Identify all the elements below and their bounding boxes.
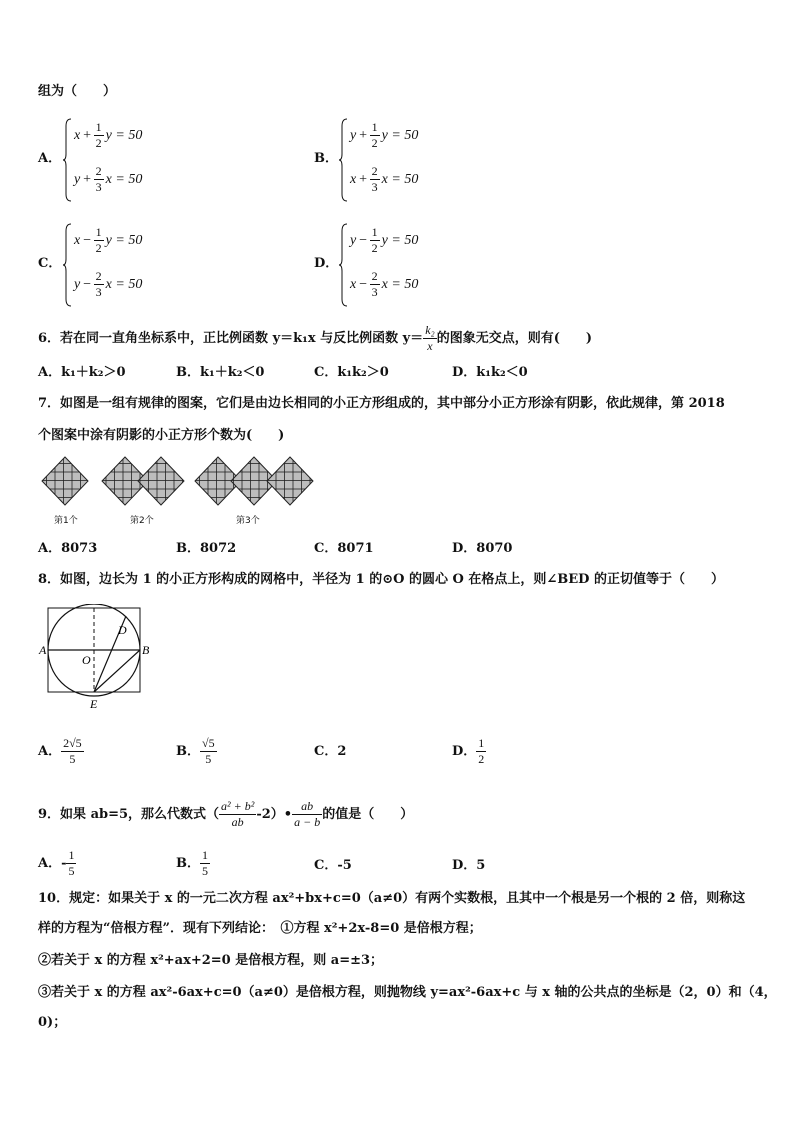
- q5-option-c-label: C．: [38, 256, 62, 271]
- q8-stem: 8．如图，边长为 1 的小正方形构成的网格中，半径为 1 的⊙O 的圆心 O 在格点上，则∠BED 的正切值等于（ ）: [38, 572, 724, 587]
- point-o-label: O: [82, 653, 91, 667]
- q5-d-eq2: x − $\frac{2}{3}$ x = 50: [350, 269, 419, 299]
- q6-option-c: C．k₁k₂＞0: [314, 365, 389, 380]
- q7-stem-line1: 7．如图是一组有规律的图案，它们是由边长相同的小正方形组成的，其中部分小正方形涂有阴影，依此规律，第 2018: [38, 396, 725, 411]
- point-d-label: D: [118, 623, 127, 637]
- q5-a-eq2: y + $\frac{2}{3}$ x = 50: [74, 164, 143, 194]
- left-brace-icon: [338, 118, 348, 202]
- point-e-label: E: [90, 697, 98, 711]
- q8-option-b: B． $\frac{√5}{5}$: [176, 736, 215, 766]
- q7-pattern-figure: [38, 455, 318, 535]
- q5-option-d-system: [338, 223, 458, 307]
- q7-option-a: A．8073: [38, 541, 98, 556]
- q9-option-b: B． $\frac{1}{5}$: [176, 848, 208, 878]
- q7-option-b: B．8072: [176, 541, 237, 556]
- point-b-label: B: [142, 643, 150, 657]
- q10-line4: ③若关于 x 的方程 ax²-6ax+c=0（a≠0）是倍根方程，则抛物线 y=ax²-6ax+c 与 x 轴的公共点的坐标是（2，0）和（4，: [38, 985, 777, 1000]
- q7-option-d: D．8070: [452, 541, 513, 556]
- q7-caption-2: 第2个: [130, 516, 154, 526]
- left-brace-icon: [62, 118, 72, 202]
- q8-circle-grid-figure: [38, 604, 156, 712]
- q5-b-eq2: x + $\frac{2}{3}$ x = 50: [350, 164, 419, 194]
- q6-stem: 6．若在同一直角坐标系中，正比例函数 y＝k₁x 与反比例函数 y＝ $\frac{\text{k₂}}{x}$ 的图象无交点，则有( ): [38, 323, 592, 353]
- q10-line5: 0)；: [38, 1015, 67, 1030]
- q7-stem-line2: 个图案中涂有阴影的小正方形个数为( ): [38, 428, 285, 443]
- q6-option-b: B．k₁＋k₂＜0: [176, 365, 265, 380]
- q7-caption-3: 第3个: [236, 516, 260, 526]
- q6-option-d: D．k₁k₂＜0: [452, 365, 528, 380]
- q9-option-d: D．5: [452, 858, 486, 873]
- pattern-2: [102, 457, 184, 505]
- q5-a-eq1: x + $\frac{1}{2}$ y = 50: [74, 120, 143, 150]
- q10-line3: ②若关于 x 的方程 x²+ax+2=0 是倍根方程，则 a=±3；: [38, 953, 384, 968]
- q8-option-d: D． $\frac{1}{2}$: [452, 736, 485, 766]
- q6-option-a: A．k₁＋k₂＞0: [38, 365, 126, 380]
- q5-option-d-label: D．: [314, 256, 339, 271]
- q10-line1: 10．规定：如果关于 x 的一元二次方程 ax²+bx+c=0（a≠0）有两个实数根，且其中一个根是另一个根的 2 倍，则称这: [38, 891, 746, 906]
- pattern-3: [195, 457, 313, 505]
- q9-option-c: C．-5: [314, 858, 352, 873]
- q9-stem: 9．如果 ab=5，那么代数式（ $\frac{\text{a² + b²}}{ab}$ -2）• $\frac{ab}{a - b}$ 的值是（ ）: [38, 799, 414, 829]
- q5-option-b-label: B．: [314, 151, 338, 166]
- left-brace-icon: [338, 223, 348, 307]
- q5-c-eq1: x − $\frac{1}{2}$ y = 50: [74, 225, 143, 255]
- intro-text: 组为（ ）: [38, 84, 117, 99]
- q8-option-a: A． $\frac{2√5}{5}$: [38, 736, 82, 766]
- pattern-1: [42, 457, 88, 505]
- q7-option-c: C．8071: [314, 541, 374, 556]
- point-a-label: A: [39, 643, 47, 657]
- q5-b-eq1: y + $\frac{1}{2}$ y = 50: [350, 120, 419, 150]
- q5-d-eq1: y − $\frac{1}{2}$ y = 50: [350, 225, 419, 255]
- q5-option-b-system: [338, 118, 458, 202]
- q5-option-a-system: [62, 118, 182, 202]
- q5-option-a-label: A．: [38, 151, 62, 166]
- q7-caption-1: 第1个: [54, 516, 78, 526]
- left-brace-icon: [62, 223, 72, 307]
- q10-line2: 样的方程为“倍根方程”．现有下列结论： ①方程 x²+2x-8=0 是倍根方程；: [38, 921, 482, 936]
- q5-c-eq2: y − $\frac{2}{3}$ x = 50: [74, 269, 143, 299]
- q8-option-c: C．2: [314, 744, 347, 759]
- q5-option-c-system: [62, 223, 182, 307]
- q9-option-a: A．- $\frac{1}{5}$: [38, 848, 75, 878]
